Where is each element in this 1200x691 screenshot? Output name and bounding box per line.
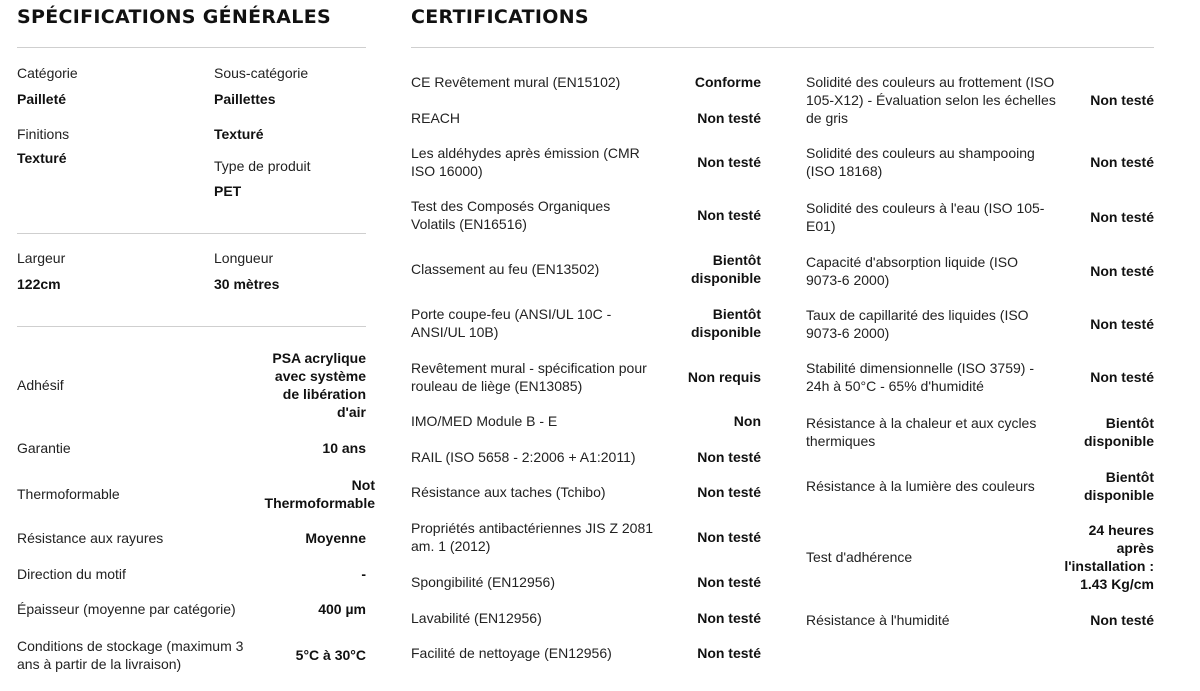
cert-label: Résistance à l'humidité <box>806 612 950 628</box>
cert-label: Stabilité dimensionnelle (ISO 3759) - 24h à 50°C - 65% d'humidité <box>806 360 1035 394</box>
cert-row <box>411 72 761 92</box>
row-value: 5°C à 30°C <box>295 647 366 663</box>
cert-label: RAIL (ISO 5658 - 2:2006 + A1:2011) <box>411 449 636 465</box>
cert-label: Spongibilité (EN12956) <box>411 574 555 590</box>
cert-row <box>411 643 761 663</box>
cert-label: Résistance aux taches (Tchibo) <box>411 484 606 500</box>
cert-label: Porte coupe-feu (ANSI/UL 10C - ANSI/UL 10B) <box>411 306 612 340</box>
row-value: 10 ans <box>322 440 366 456</box>
cert-value: Non testé <box>697 529 761 545</box>
cert-label: Taux de capillarité des liquides (ISO 9073-6 2000) <box>806 307 1029 341</box>
cert-value: Bientôt disponible <box>691 252 761 286</box>
cert-value: Non testé <box>697 154 761 170</box>
cert-value: Non testé <box>697 484 761 500</box>
row-label: Résistance aux rayures <box>17 530 164 546</box>
longueur-label: Longueur <box>214 250 274 266</box>
cert-label: Résistance à la lumière des couleurs <box>806 478 1035 494</box>
sous-categorie-value: Paillettes <box>214 91 276 107</box>
cert-value: Non testé <box>1090 209 1154 225</box>
cert-row <box>806 198 1154 236</box>
row-value: Not Thermoformable <box>264 477 375 511</box>
cert-value: Non <box>733 413 761 429</box>
cert-row <box>411 518 761 556</box>
cert-label: Résistance à la chaleur et aux cycles thermiques <box>806 415 1037 449</box>
cert-row <box>806 520 1154 594</box>
cert-row <box>806 72 1154 128</box>
cert-row <box>806 610 1154 630</box>
cert-value: Non testé <box>1090 316 1154 332</box>
general-row-rayures <box>17 528 366 548</box>
largeur-label: Largeur <box>17 250 66 266</box>
cert-row <box>411 572 761 592</box>
cert-value: Non testé <box>697 449 761 465</box>
cert-label: Solidité des couleurs au frottement (ISO 105-X12) - Évaluation selon les échelles de gris <box>806 74 1056 126</box>
general-row-epaisseur <box>17 599 366 619</box>
sous-categorie-label: Sous-catégorie <box>214 65 309 81</box>
cert-label: Les aldéhydes après émission (CMR ISO 16000) <box>411 145 640 179</box>
largeur-value: 122cm <box>17 276 61 292</box>
general-row-thermoformable <box>17 475 375 513</box>
cert-label: CE Revêtement mural (EN15102) <box>411 74 621 90</box>
categorie-label: Catégorie <box>17 65 78 81</box>
cert-label: Solidité des couleurs au shampooing (ISO 18168) <box>806 145 1035 179</box>
row-value: PSA acrylique avec système de libération d'air <box>272 350 366 420</box>
cert-label: Classement au feu (EN13502) <box>411 261 600 277</box>
cert-value: 24 heures après l'installation : 1.43 Kg/cm <box>1064 522 1154 592</box>
cert-value: Non testé <box>1090 154 1154 170</box>
general-row-garantie <box>17 438 366 458</box>
cert-value: Bientôt disponible <box>691 306 761 340</box>
cert-row <box>411 411 761 431</box>
cert-row <box>411 304 761 342</box>
categorie-value: Pailleté <box>17 91 67 107</box>
cert-row <box>411 108 761 128</box>
general-specs-heading: SPÉCIFICATIONS GÉNÉRALES <box>17 6 331 28</box>
cert-row <box>806 305 1154 343</box>
type-produit-value: PET <box>214 183 242 199</box>
row-label: Adhésif <box>17 377 64 393</box>
cert-row <box>806 467 1154 505</box>
row-label: Épaisseur (moyenne par catégorie) <box>17 601 236 617</box>
finitions-value: Texturé <box>17 150 67 166</box>
general-row-direction-motif <box>17 564 366 584</box>
cert-label: Test des Composés Organiques Volatils (EN16516) <box>411 198 611 232</box>
longueur-value: 30 mètres <box>214 276 280 292</box>
cert-row <box>411 608 761 628</box>
row-value: - <box>361 566 366 582</box>
finitions-label: Finitions <box>17 126 70 142</box>
cert-value: Bientôt disponible <box>1084 415 1154 449</box>
general-divider <box>17 233 366 234</box>
general-row-adhesif <box>17 349 366 421</box>
cert-row <box>411 250 761 288</box>
cert-label: Lavabilité (EN12956) <box>411 610 542 626</box>
cert-value: Non requis <box>687 369 761 385</box>
cert-label: IMO/MED Module B - E <box>411 413 558 429</box>
general-divider <box>17 326 366 327</box>
cert-value: Non testé <box>1090 612 1154 628</box>
cert-row <box>806 413 1154 451</box>
cert-label: Test d'adhérence <box>806 549 913 565</box>
certifications-heading: CERTIFICATIONS <box>411 6 589 28</box>
cert-row <box>411 196 761 234</box>
general-divider <box>17 47 366 48</box>
cert-row <box>411 447 761 467</box>
type-produit-label: Type de produit <box>214 158 311 174</box>
cert-row <box>806 252 1154 290</box>
general-row-stockage <box>17 636 366 674</box>
cert-value: Non testé <box>697 207 761 223</box>
cert-value: Non testé <box>697 574 761 590</box>
row-label: Conditions de stockage (maximum 3 ans à partir de la livraison) <box>17 638 244 672</box>
finitions-value-right: Texturé <box>214 126 264 142</box>
cert-row <box>411 482 761 502</box>
certifications-divider <box>411 47 1154 48</box>
cert-value: Bientôt disponible <box>1084 469 1154 503</box>
cert-value: Conforme <box>694 74 761 90</box>
row-value: Moyenne <box>305 530 366 546</box>
cert-row <box>806 143 1154 181</box>
cert-value: Non testé <box>1090 263 1154 279</box>
cert-label: Facilité de nettoyage (EN12956) <box>411 645 612 661</box>
cert-value: Non testé <box>1090 369 1154 385</box>
cert-label: Revêtement mural - spécification pour rouleau de liège (EN13085) <box>411 360 647 394</box>
cert-value: Non testé <box>697 110 761 126</box>
row-label: Thermoformable <box>17 486 120 502</box>
cert-value: Non testé <box>697 610 761 626</box>
cert-row <box>806 358 1154 396</box>
cert-value: Non testé <box>1090 92 1154 108</box>
cert-value: Non testé <box>697 645 761 661</box>
cert-label: Propriétés antibactériennes JIS Z 2081 am. 1 (2012) <box>411 520 654 554</box>
row-label: Direction du motif <box>17 566 126 582</box>
cert-label: Capacité d'absorption liquide (ISO 9073-6 2000) <box>806 254 1019 288</box>
cert-row <box>411 358 761 396</box>
row-value: 400 µm <box>318 601 366 617</box>
cert-label: Solidité des couleurs à l'eau (ISO 105-E01) <box>806 200 1045 234</box>
cert-row <box>411 143 761 181</box>
row-label: Garantie <box>17 440 71 456</box>
cert-label: REACH <box>411 110 461 126</box>
